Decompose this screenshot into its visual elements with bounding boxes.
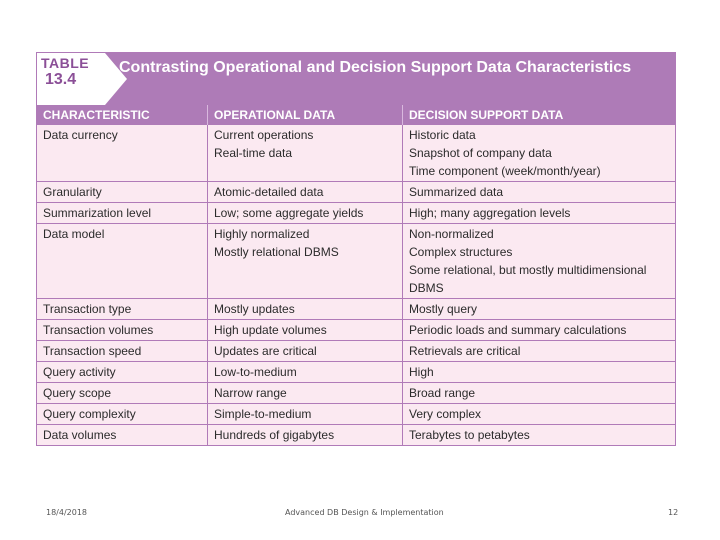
table-row bbox=[37, 362, 675, 383]
table-row bbox=[37, 299, 675, 320]
cell-characteristic bbox=[37, 299, 208, 320]
operational-text-line: Real-time data bbox=[214, 146, 293, 160]
cell-characteristic bbox=[37, 182, 208, 203]
footer-date: 18/4/2018 bbox=[46, 508, 88, 517]
characteristic-text: Transaction type bbox=[43, 302, 132, 316]
cell-decision-support bbox=[403, 404, 676, 425]
footer-page-number: 12 bbox=[668, 508, 679, 517]
cell-characteristic bbox=[37, 425, 208, 446]
cell-characteristic bbox=[37, 404, 208, 425]
table-row bbox=[37, 404, 675, 425]
operational-text-line: Atomic-detailed data bbox=[214, 185, 324, 199]
footer-course-title: Advanced DB Design & Implementation bbox=[285, 508, 444, 517]
operational-text-line: Simple-to-medium bbox=[214, 407, 312, 421]
characteristic-text: Query activity bbox=[43, 365, 116, 379]
cell-operational bbox=[208, 341, 403, 362]
characteristic-text: Data currency bbox=[43, 128, 118, 142]
table-label: TABLE bbox=[41, 55, 90, 71]
operational-text-line: Narrow range bbox=[214, 386, 287, 400]
table-row bbox=[37, 383, 675, 404]
cell-operational bbox=[208, 362, 403, 383]
cell-decision-support bbox=[403, 125, 676, 182]
characteristic-text: Granularity bbox=[43, 185, 102, 199]
decision-text-line: Periodic loads and summary calculations bbox=[409, 323, 627, 337]
decision-text-line: Snapshot of company data bbox=[409, 146, 552, 160]
cell-decision-support bbox=[403, 182, 676, 203]
characteristics-table bbox=[37, 105, 675, 445]
decision-text-line: Non-normalized bbox=[409, 227, 494, 241]
operational-text-line: Hundreds of gigabytes bbox=[214, 428, 335, 442]
cell-decision-support bbox=[403, 362, 676, 383]
table-title-bar bbox=[37, 53, 675, 105]
decision-text-line: High bbox=[409, 365, 434, 379]
cell-decision-support bbox=[403, 203, 676, 224]
cell-operational bbox=[208, 383, 403, 404]
decision-text-line: Terabytes to petabytes bbox=[409, 428, 530, 442]
cell-decision-support bbox=[403, 299, 676, 320]
decision-text-line: High; many aggregation levels bbox=[409, 206, 571, 220]
table-row bbox=[37, 425, 675, 446]
cell-decision-support bbox=[403, 341, 676, 362]
operational-text-line: Updates are critical bbox=[214, 344, 317, 358]
table-row bbox=[37, 203, 675, 224]
decision-text-line: Time component (week/month/year) bbox=[409, 164, 601, 178]
cell-decision-support bbox=[403, 425, 676, 446]
cell-operational bbox=[208, 224, 403, 299]
cell-operational bbox=[208, 182, 403, 203]
operational-text-line: Low-to-medium bbox=[214, 365, 297, 379]
decision-text-line: Historic data bbox=[409, 128, 476, 142]
cell-characteristic bbox=[37, 203, 208, 224]
decision-text-line: Mostly query bbox=[409, 302, 478, 316]
cell-decision-support bbox=[403, 224, 676, 299]
characteristic-text: Transaction speed bbox=[43, 344, 142, 358]
cell-operational bbox=[208, 299, 403, 320]
cell-characteristic bbox=[37, 320, 208, 341]
header-decision-support: DECISION SUPPORT DATA bbox=[403, 105, 676, 125]
characteristic-text: Query scope bbox=[43, 386, 112, 400]
table-number-badge bbox=[37, 53, 106, 105]
operational-text-line: Mostly relational DBMS bbox=[214, 245, 339, 259]
decision-text-line: Retrievals are critical bbox=[409, 344, 521, 358]
cell-characteristic bbox=[37, 125, 208, 182]
cell-operational bbox=[208, 125, 403, 182]
characteristic-text: Summarization level bbox=[43, 206, 152, 220]
operational-text-line: Current operations bbox=[214, 128, 314, 142]
table-row bbox=[37, 341, 675, 362]
cell-characteristic bbox=[37, 341, 208, 362]
characteristic-text: Data volumes bbox=[43, 428, 117, 442]
cell-operational bbox=[208, 320, 403, 341]
cell-decision-support bbox=[403, 383, 676, 404]
decision-text-line: Summarized data bbox=[409, 185, 504, 199]
cell-decision-support bbox=[403, 320, 676, 341]
table-row bbox=[37, 224, 675, 299]
header-characteristic: CHARACTERISTIC bbox=[37, 105, 208, 125]
characteristic-text: Query complexity bbox=[43, 407, 136, 421]
cell-operational bbox=[208, 404, 403, 425]
table-title: Contrasting Operational and Decision Support Data Characteristics bbox=[119, 59, 632, 76]
decision-text-line: Broad range bbox=[409, 386, 476, 400]
table-header-row bbox=[37, 105, 675, 125]
operational-text-line: Mostly updates bbox=[214, 302, 295, 316]
cell-characteristic bbox=[37, 383, 208, 404]
operational-text-line: Low; some aggregate yields bbox=[214, 206, 364, 220]
characteristic-text: Transaction volumes bbox=[43, 323, 154, 337]
characteristic-text: Data model bbox=[43, 227, 105, 241]
cell-operational bbox=[208, 425, 403, 446]
operational-text-line: Highly normalized bbox=[214, 227, 310, 241]
table-container bbox=[36, 52, 676, 446]
table-row bbox=[37, 182, 675, 203]
header-operational: OPERATIONAL DATA bbox=[208, 105, 403, 125]
decision-text-line: DBMS bbox=[409, 281, 444, 295]
table-row bbox=[37, 125, 675, 182]
decision-text-line: Very complex bbox=[409, 407, 482, 421]
cell-characteristic bbox=[37, 224, 208, 299]
table-number: 13.4 bbox=[45, 71, 77, 88]
table-row bbox=[37, 320, 675, 341]
cell-operational bbox=[208, 203, 403, 224]
decision-text-line: Some relational, but mostly multidimensional bbox=[409, 263, 647, 277]
operational-text-line: High update volumes bbox=[214, 323, 327, 337]
table-body bbox=[37, 125, 675, 445]
decision-text-line: Complex structures bbox=[409, 245, 513, 259]
cell-characteristic bbox=[37, 362, 208, 383]
